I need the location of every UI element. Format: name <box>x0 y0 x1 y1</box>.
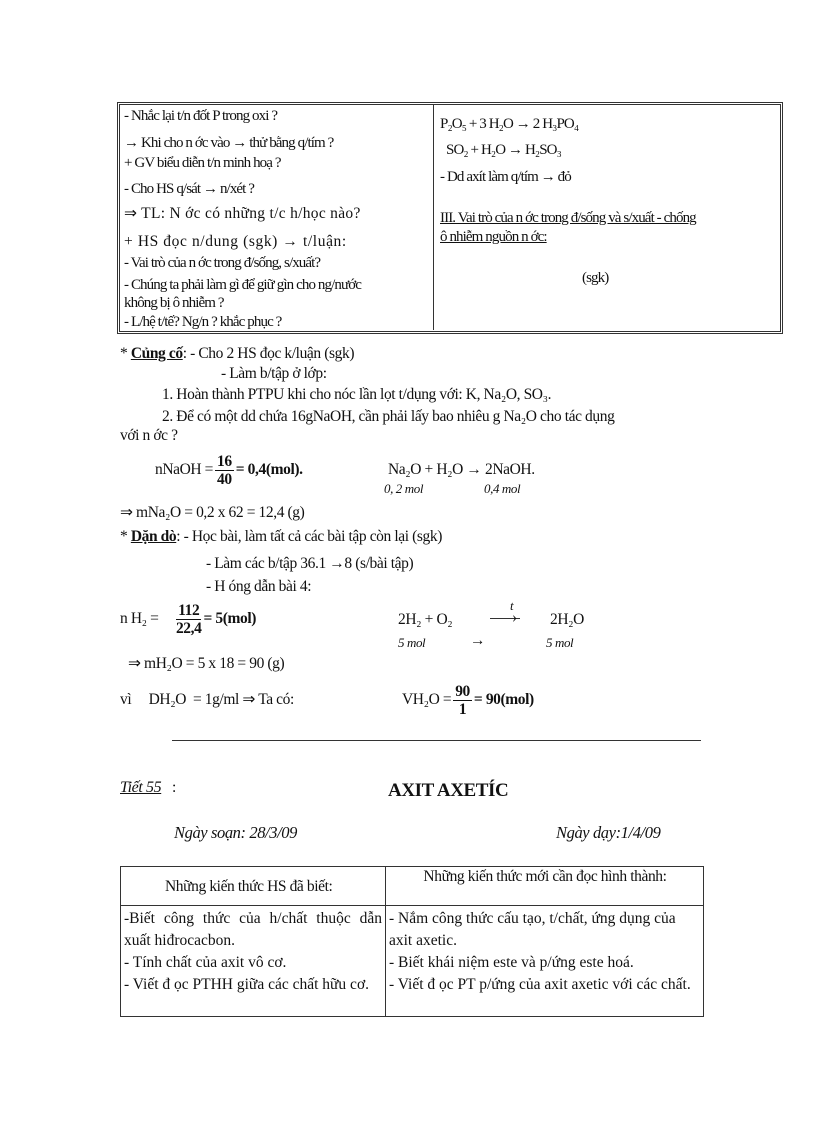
cungco-line: * Củng cố: - Cho 2 HS đọc k/luận (sgk) <box>120 345 355 362</box>
fraction: $\frac{112}{22,4}$ <box>175 601 202 637</box>
section-heading: ô nhiễm nguồn n ớc: <box>440 229 547 245</box>
section-heading: III. Vai trò của n ớc trong đ/sống và s/xuất - chống <box>440 210 696 226</box>
fraction: $\frac{16}{40}$ <box>217 452 232 488</box>
mol-label: 5 mol <box>398 635 426 650</box>
equation: Na₂O + H₂O → 2NaOH. <box>388 461 535 478</box>
cell-item: - Nắm công thức cấu tạo, t/chất, ứng dụng của axit axetic. <box>389 910 676 949</box>
calc-lhs: nNaOH = <box>155 461 214 478</box>
table-header: Những kiến thức HS đã biết: <box>165 878 333 895</box>
dando-line: - H óng dẫn bài 4: <box>206 578 312 595</box>
left-cell-line: - L/hệ t/tế? Ng/n ? khắc phục ? <box>124 314 282 330</box>
cungco-line: 2. Để có một dd chứa 16gNaOH, cần phải lấy bao nhiêu g Na₂O cho tác dụng <box>162 408 615 425</box>
date-taught: Ngày dạy:1/4/09 <box>556 823 661 842</box>
table-cell <box>389 908 699 996</box>
calc-h2 <box>120 597 256 641</box>
table-header: Những kiến thức mới cần đọc hình thành: <box>423 868 667 885</box>
mol-label: 0,4 mol <box>484 481 521 496</box>
lesson-period: Tiết 55 <box>120 779 162 796</box>
lesson-title: AXIT AXETÍC <box>388 780 509 801</box>
dando-text: : - Học bài, làm tất cả các bài tập còn lại (sgk) <box>176 528 442 545</box>
dando-label: Dặn dò <box>130 528 177 545</box>
calc-volume <box>402 678 534 722</box>
arrow: → <box>470 632 486 649</box>
left-cell-line: - Nhắc lại t/n đốt P trong oxi ? <box>124 108 278 124</box>
mol-label: 0, 2 mol <box>384 481 424 496</box>
fraction: $\frac{90}{1}$ <box>455 682 470 718</box>
right-cell-line: SO₂ + H₂O → H₂SO₃ <box>446 142 561 158</box>
cell-item: -Biết công thức của h/chất thuộc dẫn xuất hiđrocacbon. <box>124 910 382 949</box>
calc-naoh <box>155 448 303 492</box>
arrow-head: › <box>512 609 517 626</box>
calc-h2o-mass: ⇒ mH₂O = 5 x 18 = 90 (g) <box>128 655 285 672</box>
colon: : <box>172 779 176 796</box>
left-cell-line: ⇒ TL: N ớc có những t/c h/học nào? <box>124 205 361 222</box>
cungco-line: với n ớc ? <box>120 427 178 444</box>
right-cell-line: (sgk) <box>582 270 609 286</box>
calc-result: = 90(mol) <box>473 691 534 708</box>
left-cell-line: + HS đọc n/dung (sgk) → t/luận: <box>124 233 347 250</box>
date-prepared: Ngày soạn: 28/3/09 <box>174 823 297 842</box>
calc-result: = 0,4(mol). <box>235 461 303 478</box>
calc-result: = 5(mol) <box>203 610 257 627</box>
separator-line <box>172 740 701 741</box>
right-cell-line: - Dd axít làm q/tím → đỏ <box>440 169 571 185</box>
top-table-divider <box>433 104 434 330</box>
left-cell-line: - Chúng ta phải làm gì để giữ gìn cho ng/nước <box>124 277 361 293</box>
left-cell-line: + GV biểu diễn t/n minh hoạ ? <box>124 155 281 171</box>
equation-product: 2H₂O <box>550 611 584 628</box>
calc-lhs: n H₂ = <box>120 610 159 627</box>
cell-item: - Viết đ ọc PT p/ứng của axit axetic với các chất. <box>389 976 691 993</box>
equation: 2H₂ + O₂ <box>398 611 453 628</box>
right-cell-line: P₂O₅ + 3 H₂O → 2 H₃PO₄ <box>440 116 579 132</box>
left-cell-line: - Cho HS q/sát → n/xét ? <box>124 181 255 197</box>
calc-density: vì DH₂O = 1g/ml ⇒ Ta có: <box>120 691 294 708</box>
cungco-line: - Làm b/tập ở lớp: <box>221 365 327 382</box>
mol-label: 5 mol <box>546 635 574 650</box>
dando-line: - Làm các b/tập 36.1 →8 (s/bài tập) <box>206 555 414 572</box>
cell-item: - Biết khái niệm este và p/ứng este hoá. <box>389 954 634 971</box>
table-cell <box>124 908 382 996</box>
left-cell-line: - Vai trò của n ớc trong đ/sống, s/xuất? <box>124 255 321 271</box>
calc-na2o: ⇒ mNa₂O = 0,2 x 62 = 12,4 (g) <box>120 504 305 521</box>
knowledge-table-header-line <box>120 905 704 906</box>
cungco-line: 1. Hoàn thành PTPU khi cho nóc lần lọt t/dụng với: K, Na₂O, SO₃. <box>162 386 552 403</box>
knowledge-table-divider <box>385 866 386 1017</box>
left-cell-line: → Khi cho n ớc vào → thử bằng q/tím ? <box>124 135 334 151</box>
cungco-text: : - Cho 2 HS đọc k/luận (sgk) <box>182 345 355 362</box>
left-cell-line: không bị ô nhiễm ? <box>124 295 224 311</box>
reaction-condition: t <box>510 598 514 613</box>
cell-item: - Tính chất của axit vô cơ. <box>124 954 287 971</box>
dando-line: * Dặn dò: - Học bài, làm tất cả các bài tập còn lại (sgk) <box>120 528 442 545</box>
cell-item: - Viết đ ọc PTHH giữa các chất hữu cơ. <box>124 976 370 993</box>
cungco-label: Củng cố <box>130 345 183 362</box>
calc-lhs: VH₂O = <box>402 691 452 708</box>
